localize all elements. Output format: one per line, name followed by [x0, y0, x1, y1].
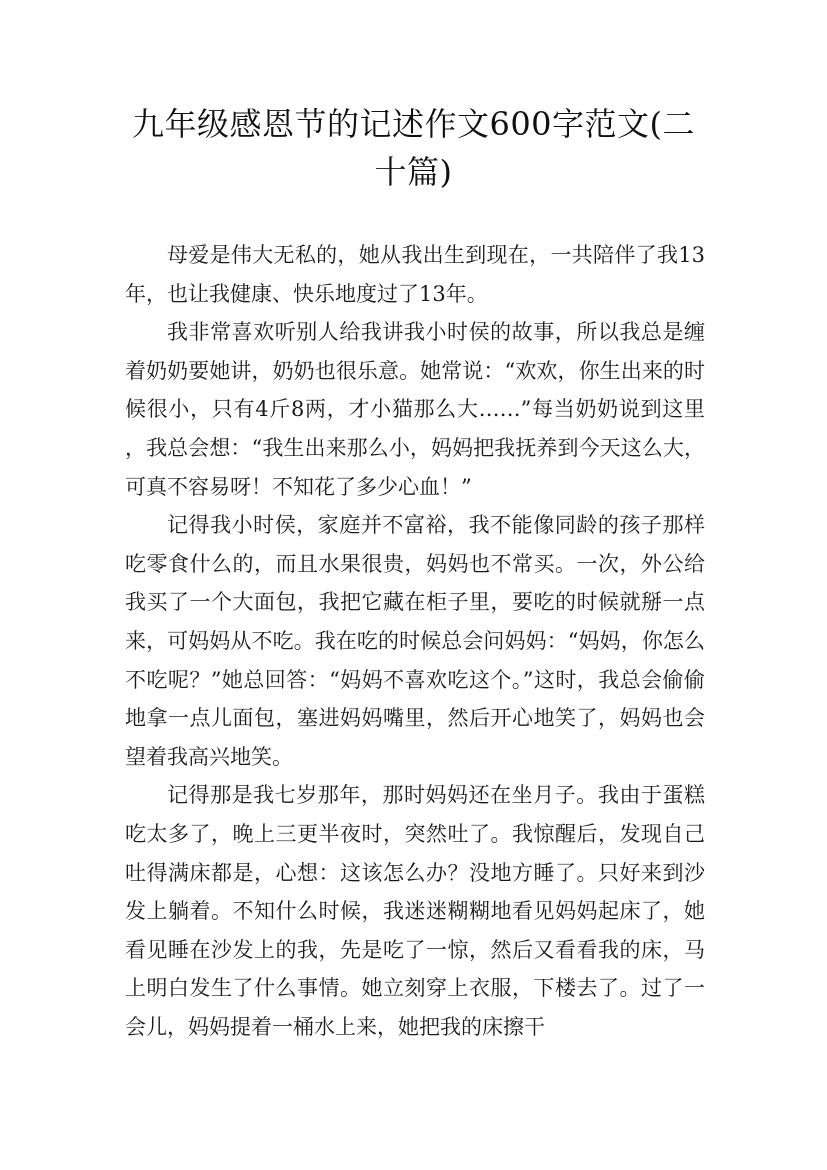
paragraph-4: 记得那是我七岁那年，那时妈妈还在坐月子。我由于蛋糕吃太多了，晚上三更半夜时，突然吐了。我惊醒后，发现自己吐得满床都是，心想：这该怎么办？没地方睡了。只好来到沙发上躺着。不知什么时候，我迷迷糊糊地看见妈妈起床了，她看见睡在沙发上的我，先是吃了一惊，然后又看看我的床，马上明白发生了什么事情。她立刻穿上衣服，下楼去了。过了一会儿，妈妈提着一桶水上来，她把我的床擦干: [125, 783, 705, 1039]
paragraph-2: 我非常喜欢听别人给我讲我小时侯的故事，所以我总是缠着奶奶要她讲，奶奶也很乐意。她常说：“欢欢，你生出来的时候很小，只有4斤8两，才小猫那么大……”每当奶奶说到这里，我总会想：“我生出来那么小，妈妈把我抚养到今天这么大，可真不容易呀！不知花了多少心血！”: [125, 320, 705, 499]
paragraph-3: 记得我小时侯，家庭并不富裕，我不能像同龄的孩子那样吃零食什么的，而且水果很贵，妈妈也不常买。一次，外公给我买了一个大面包，我把它藏在柜子里，要吃的时候就掰一点来，可妈妈从不吃。我在吃的时候总会问妈妈：“妈妈，你怎么不吃呢？”她总回答：“妈妈不喜欢吃这个。”这时，我总会偷偷地拿一点儿面包，塞进妈妈嘴里，然后开心地笑了，妈妈也会望着我高兴地笑。: [125, 513, 705, 769]
paragraph-1: 母爱是伟大无私的，她从我出生到现在，一共陪伴了我13年，也让我健康、快乐地度过了13年。: [125, 243, 705, 306]
document-title: 九年级感恩节的记述作文600字范文(二十篇): [131, 105, 696, 191]
document-body: [125, 236, 705, 1046]
